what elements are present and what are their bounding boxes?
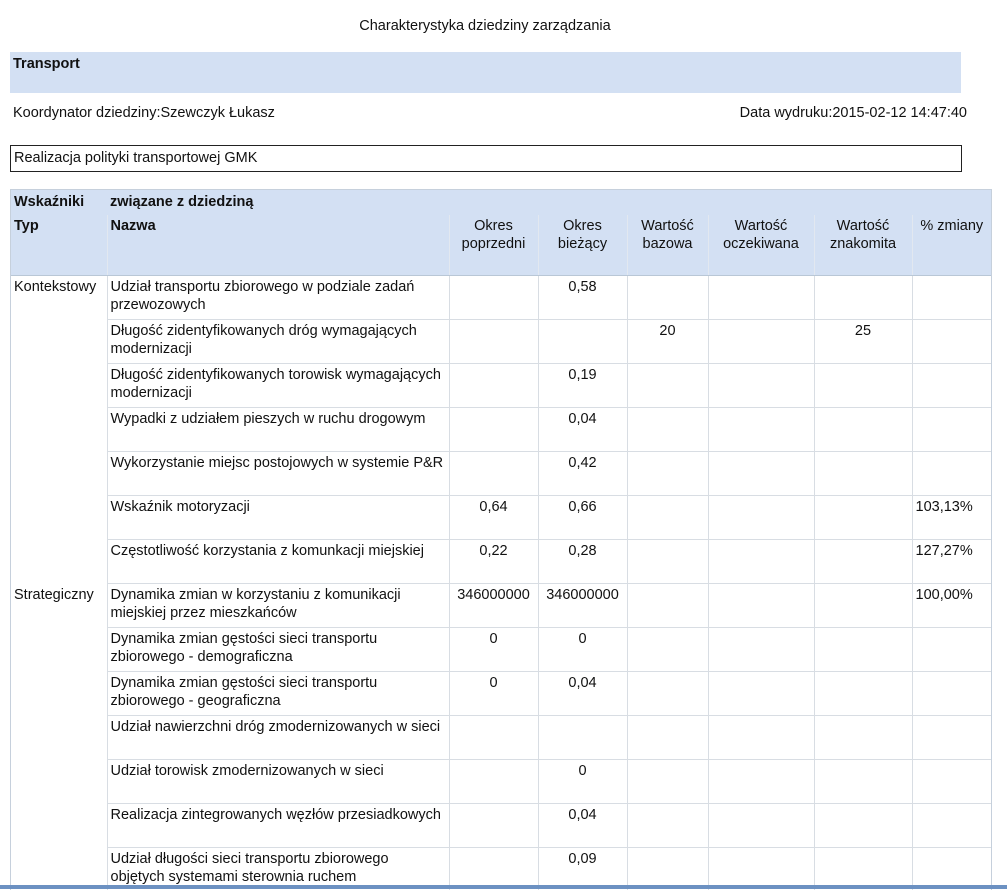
indicator-curr: 0,04 bbox=[538, 804, 627, 848]
indicator-change bbox=[912, 672, 991, 716]
indicator-prev: 346000000 bbox=[449, 584, 538, 628]
indicator-expected bbox=[708, 320, 814, 364]
table-row bbox=[11, 320, 991, 364]
indicator-excellent bbox=[814, 672, 912, 716]
indicator-change bbox=[912, 628, 991, 672]
indicator-excellent: 25 bbox=[814, 320, 912, 364]
indicator-change bbox=[912, 320, 991, 364]
indicator-prev bbox=[449, 276, 538, 320]
indicator-expected bbox=[708, 672, 814, 716]
column-header-curr: Okres bieżący bbox=[538, 215, 627, 276]
indicator-excellent bbox=[814, 276, 912, 320]
indicator-prev bbox=[449, 320, 538, 364]
table-row bbox=[11, 628, 991, 672]
column-header-row bbox=[11, 215, 991, 276]
indicator-excellent bbox=[814, 804, 912, 848]
page-title: Charakterystyka dziedziny zarządzania bbox=[0, 18, 970, 34]
indicator-excellent bbox=[814, 452, 912, 496]
indicator-base bbox=[627, 452, 708, 496]
indicator-expected bbox=[708, 848, 814, 890]
indicator-change bbox=[912, 452, 991, 496]
indicator-base bbox=[627, 364, 708, 408]
indicator-change bbox=[912, 804, 991, 848]
indicator-prev bbox=[449, 804, 538, 848]
indicator-base bbox=[627, 496, 708, 540]
indicator-base: 20 bbox=[627, 320, 708, 364]
print-date-label: Data wydruku:2015-02-12 14:47:40 bbox=[740, 105, 967, 121]
indicator-change: 103,13% bbox=[912, 496, 991, 540]
indicator-curr: 0,04 bbox=[538, 408, 627, 452]
indicator-curr: 0,66 bbox=[538, 496, 627, 540]
indicator-excellent bbox=[814, 496, 912, 540]
indicator-excellent bbox=[814, 760, 912, 804]
indicator-base bbox=[627, 760, 708, 804]
column-header-expected: Wartość oczekiwana bbox=[708, 215, 814, 276]
bottom-border bbox=[0, 885, 1007, 889]
table-row bbox=[11, 848, 991, 890]
table-row bbox=[11, 496, 991, 540]
indicator-base bbox=[627, 408, 708, 452]
indicator-type: Kontekstowy bbox=[11, 276, 107, 584]
table-row bbox=[11, 364, 991, 408]
indicator-expected bbox=[708, 364, 814, 408]
indicator-prev bbox=[449, 408, 538, 452]
indicator-change: 127,27% bbox=[912, 540, 991, 584]
indicator-expected bbox=[708, 276, 814, 320]
table-row bbox=[11, 760, 991, 804]
indicator-name: Realizacja zintegrowanych węzłów przesiadkowych bbox=[107, 804, 449, 848]
indicator-name: Udział torowisk zmodernizowanych w sieci bbox=[107, 760, 449, 804]
indicator-excellent bbox=[814, 584, 912, 628]
indicator-change bbox=[912, 276, 991, 320]
domain-band bbox=[10, 52, 961, 93]
section-header-row bbox=[11, 190, 991, 215]
indicator-excellent bbox=[814, 848, 912, 890]
indicator-expected bbox=[708, 584, 814, 628]
table-row bbox=[11, 276, 991, 320]
indicator-expected bbox=[708, 452, 814, 496]
indicator-type: Strategiczny bbox=[11, 584, 107, 890]
indicator-name: Częstotliwość korzystania z komunkacji miejskiej bbox=[107, 540, 449, 584]
table-row bbox=[11, 804, 991, 848]
indicator-prev: 0 bbox=[449, 628, 538, 672]
indicator-excellent bbox=[814, 716, 912, 760]
indicator-base bbox=[627, 628, 708, 672]
indicator-excellent bbox=[814, 408, 912, 452]
indicator-change bbox=[912, 848, 991, 890]
indicator-name: Dynamika zmian gęstości sieci transportu zbiorowego - demograficzna bbox=[107, 628, 449, 672]
indicator-prev: 0,22 bbox=[449, 540, 538, 584]
column-header-base: Wartość bazowa bbox=[627, 215, 708, 276]
indicator-name: Udział długości sieci transportu zbiorowego objętych systemami sterownia ruchem bbox=[107, 848, 449, 890]
indicator-expected bbox=[708, 628, 814, 672]
indicator-curr: 0,09 bbox=[538, 848, 627, 890]
indicator-base bbox=[627, 540, 708, 584]
indicator-change: 100,00% bbox=[912, 584, 991, 628]
indicator-expected bbox=[708, 540, 814, 584]
indicator-prev: 0 bbox=[449, 672, 538, 716]
indicator-curr: 0,42 bbox=[538, 452, 627, 496]
indicator-base bbox=[627, 584, 708, 628]
indicator-curr: 0,19 bbox=[538, 364, 627, 408]
indicator-name: Udział nawierzchni dróg zmodernizowanych w sieci bbox=[107, 716, 449, 760]
indicator-curr: 0 bbox=[538, 628, 627, 672]
indicator-base bbox=[627, 672, 708, 716]
table-row bbox=[11, 452, 991, 496]
indicator-change bbox=[912, 364, 991, 408]
indicator-curr: 0,58 bbox=[538, 276, 627, 320]
indicator-prev bbox=[449, 760, 538, 804]
indicators-table bbox=[11, 190, 991, 890]
column-header-nazwa: Nazwa bbox=[107, 215, 449, 276]
indicator-name: Długość zidentyfikowanych dróg wymagających modernizacji bbox=[107, 320, 449, 364]
indicator-expected bbox=[708, 408, 814, 452]
indicator-name: Udział transportu zbiorowego w podziale zadań przewozowych bbox=[107, 276, 449, 320]
indicator-base bbox=[627, 276, 708, 320]
indicator-prev bbox=[449, 848, 538, 890]
indicators-table-container bbox=[10, 189, 992, 890]
indicator-name: Dynamika zmian w korzystaniu z komunikacji miejskiej przez mieszkańców bbox=[107, 584, 449, 628]
table-row bbox=[11, 584, 991, 628]
indicator-curr bbox=[538, 320, 627, 364]
indicator-expected bbox=[708, 496, 814, 540]
indicator-change bbox=[912, 760, 991, 804]
indicator-prev: 0,64 bbox=[449, 496, 538, 540]
indicator-base bbox=[627, 804, 708, 848]
indicator-expected bbox=[708, 804, 814, 848]
indicator-prev bbox=[449, 452, 538, 496]
policy-box bbox=[10, 145, 962, 172]
indicator-base bbox=[627, 716, 708, 760]
indicator-change bbox=[912, 408, 991, 452]
indicator-prev bbox=[449, 364, 538, 408]
domain-name: Transport bbox=[13, 56, 80, 72]
indicator-name: Dynamika zmian gęstości sieci transportu zbiorowego - geograficzna bbox=[107, 672, 449, 716]
indicator-excellent bbox=[814, 628, 912, 672]
indicator-expected bbox=[708, 716, 814, 760]
section-header-right: związane z dziedziną bbox=[107, 190, 991, 215]
indicator-curr: 0,04 bbox=[538, 672, 627, 716]
indicator-name: Wypadki z udziałem pieszych w ruchu drogowym bbox=[107, 408, 449, 452]
policy-text: Realizacja polityki transportowej GMK bbox=[14, 150, 257, 166]
table-row bbox=[11, 540, 991, 584]
column-header-typ: Typ bbox=[11, 215, 107, 276]
indicator-curr: 346000000 bbox=[538, 584, 627, 628]
indicator-name: Wykorzystanie miejsc postojowych w systemie P&R bbox=[107, 452, 449, 496]
column-header-prev: Okres poprzedni bbox=[449, 215, 538, 276]
indicator-expected bbox=[708, 760, 814, 804]
indicator-name: Wskaźnik motoryzacji bbox=[107, 496, 449, 540]
column-header-change: % zmiany bbox=[912, 215, 991, 276]
indicator-base bbox=[627, 848, 708, 890]
table-row bbox=[11, 672, 991, 716]
indicator-curr bbox=[538, 716, 627, 760]
column-header-excellent: Wartość znakomita bbox=[814, 215, 912, 276]
indicator-curr: 0,28 bbox=[538, 540, 627, 584]
table-row bbox=[11, 716, 991, 760]
indicator-excellent bbox=[814, 364, 912, 408]
indicator-name: Długość zidentyfikowanych torowisk wymagających modernizacji bbox=[107, 364, 449, 408]
table-row bbox=[11, 408, 991, 452]
indicator-curr: 0 bbox=[538, 760, 627, 804]
coordinator-label: Koordynator dziedziny:Szewczyk Łukasz bbox=[13, 105, 275, 121]
indicator-prev bbox=[449, 716, 538, 760]
indicator-excellent bbox=[814, 540, 912, 584]
section-header-left: Wskaźniki bbox=[11, 190, 107, 215]
indicator-change bbox=[912, 716, 991, 760]
